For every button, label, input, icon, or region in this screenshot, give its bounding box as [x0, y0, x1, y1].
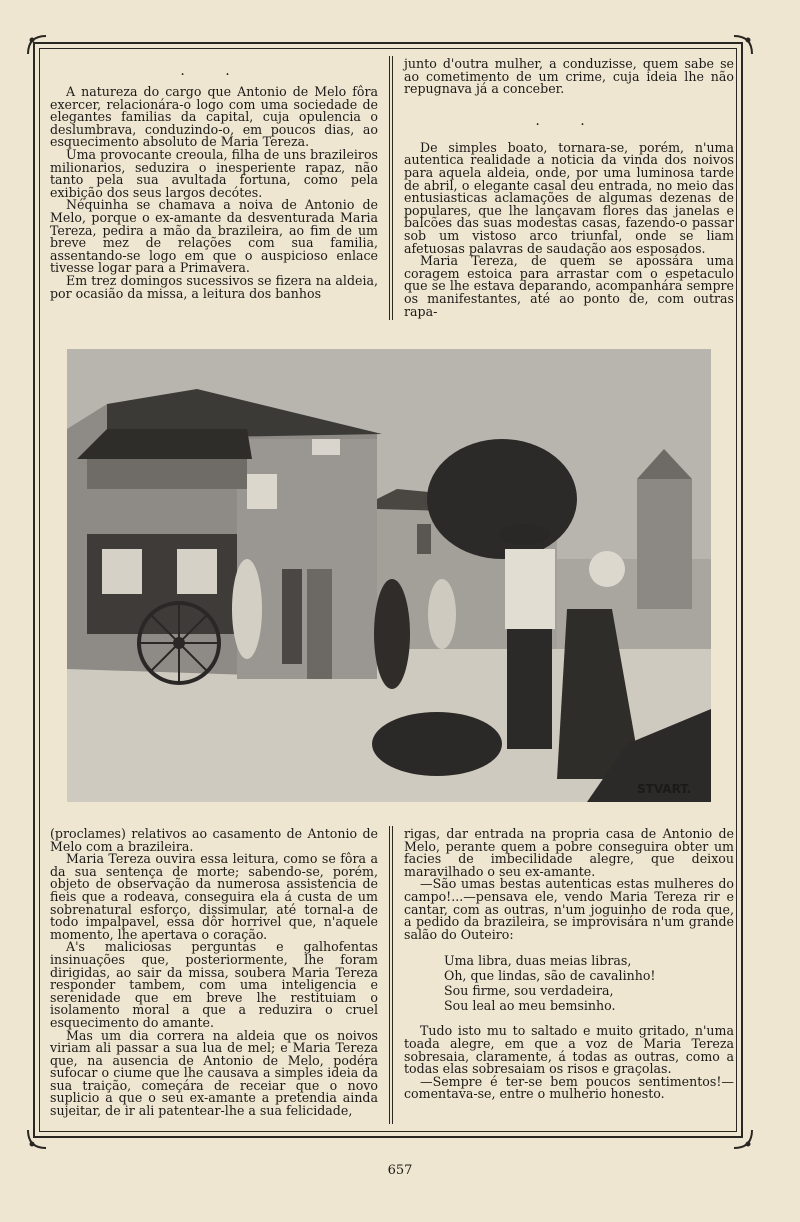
- paragraph-continuation: (proclames) relativos ao casamento de Antonio de Melo com a brazileira.: [50, 826, 378, 854]
- column-divider-bottom: [389, 826, 390, 1124]
- column-bottom-left: [50, 828, 378, 1118]
- column-top-right: [404, 58, 734, 318]
- paragraph: —Sempre é ter-se bem poucos sentimentos!—comentava-se, entre o mulherio honesto.: [404, 1073, 734, 1102]
- corner-ornament-bottom-right: [732, 1128, 754, 1150]
- column-top-left: [50, 58, 378, 300]
- page-number: 657: [387, 1163, 413, 1178]
- poem-line: Sou leal ao meu bemsinho.: [444, 998, 616, 1014]
- paragraph-continuation: rigas, dar entrada na propria casa de Antonio de Melo, perante quem a pobre conseguira obter um facies de imbecilidade alegre, que deixou maravilhado o seu ex-amante.: [404, 826, 734, 879]
- paragraph: A natureza do cargo que Antonio de Melo fôra exercer, relacionára-o logo com uma sociedade de elegantes familias da capital, cuja opulencia o deslumbrava, conduzindo-o, em poucos dias, ao esquecimento absoluto de Maria Tereza.: [50, 84, 378, 150]
- paragraph: A's maliciosas perguntas e galhofentas insinuações que, posteriormente, lhe foram dirigidas, ao sair da missa, soubera Maria Tereza responder tambem, com uma inteligencia e serenidade que em breve lhe restituiam o isolamento moral a que a reduzira o cruel esquecimento do amante.: [50, 939, 378, 1030]
- column-bottom-right: [404, 828, 734, 1101]
- poem-line: Uma libra, duas meias libras,: [444, 953, 632, 969]
- paragraph: Em trez domingos sucessivos se fizera na aldeia, por ocasião da missa, a leitura dos banhos: [50, 272, 378, 301]
- paragraph-continuation: junto d'outra mulher, a conduzisse, quem sabe se ao cometimento de um crime, cuja ideia lhe não repugnava já a conceber.: [404, 56, 734, 97]
- poem-line: Sou firme, sou verdadeira,: [444, 983, 614, 999]
- paragraph: Uma provocante creoula, filha de uns brazileiros milionarios, seduzira o inesperiente rapaz, não tanto pela sua avultada fortuna, como pela exibição dos seus largos decótes.: [50, 146, 378, 200]
- paragraph: Tudo isto mu to saltado e muito gritado, n'uma toada alegre, em que a voz de Maria Tereza sobresaia, claramente, á todas as outras, como a todas elas sobresaiam os risos e graçolas.: [404, 1023, 734, 1077]
- paragraph: Mas um dia correra na aldeia que os noivos viriam ali passar a sua lua de mel; e Maria Tereza que, na ausencia de Antonio de Melo, podéra sufocar o ciume que lhe causava a simples ideia da sua traição, começára de receiar que o novo suplicio a que o seu ex-amante a pretendia ainda sujeitar, de ir ali patentear-lhe a sua felicidade,: [50, 1027, 378, 1119]
- column-divider-top: [389, 56, 390, 320]
- corner-ornament-top-left: [26, 34, 48, 56]
- paragraph: Maria Tereza ouvira essa leitura, como se fôra a da sua sentença de morte; sabendo-se, porém, objeto de observação da numerosa assistencia de fieis que a rodeava, conseguira ela á custa de um sobrenatural esforço, dissimular, até tornal-a de todo impalpavel, essa dôr horrivel que, n'aquele momento, lhe apertava o coração.: [50, 851, 378, 942]
- poem-verse: [444, 953, 734, 1013]
- illustration-village-scene: [67, 349, 711, 802]
- paragraph: De simples boato, tornara-se, porém, n'uma autentica realidade a noticia da vinda dos noivos para aquela aldeia, onde, por uma luminosa tarde de abril, o elegante casal deu entrada, no meio das entusiasticas aclamações de algumas dezenas de populares, que lhe lançavam flores das janelas e balcões das suas modestas casas, fazendo-o passar sob um vistoso arco triunfal, onde se liam afetuosas palavras de saudação aos esposados.: [404, 139, 734, 256]
- corner-ornament-top-right: [732, 34, 754, 56]
- illustration-signature: STVART.: [637, 782, 692, 796]
- paragraph: Maria Tereza, de quem se apossára uma coragem estoica para arrastar com o espetaculo que se lhe estava deparando, acompanhára sempre os manifestantes, até ao ponto de, com outras rapa-: [404, 253, 734, 319]
- poem-line: Oh, que lindas, são de cavalinho!: [444, 968, 656, 984]
- section-break-dots: . .: [535, 112, 603, 129]
- paragraph: Néquinha se chamava a noiva de Antonio de Melo, porque o ex-amante da desventurada Maria Tereza, pedira a mão da brazileira, ao fim de um breve mez de relações com sua familia, assentando-se logo em que o auspicioso enlace tivesse logar para a Primavera.: [50, 197, 378, 276]
- paragraph: —São umas bestas autenticas estas mulheres do campo!...—pensava ele, vendo Maria Tereza rir e cantar, com as outras, n'um joguinho de roda que, a pedido da brazileira, se improvisára n'um grande salão do Outeiro:: [404, 876, 734, 942]
- corner-ornament-bottom-left: [26, 1128, 48, 1150]
- section-break-dots: . .: [180, 63, 248, 79]
